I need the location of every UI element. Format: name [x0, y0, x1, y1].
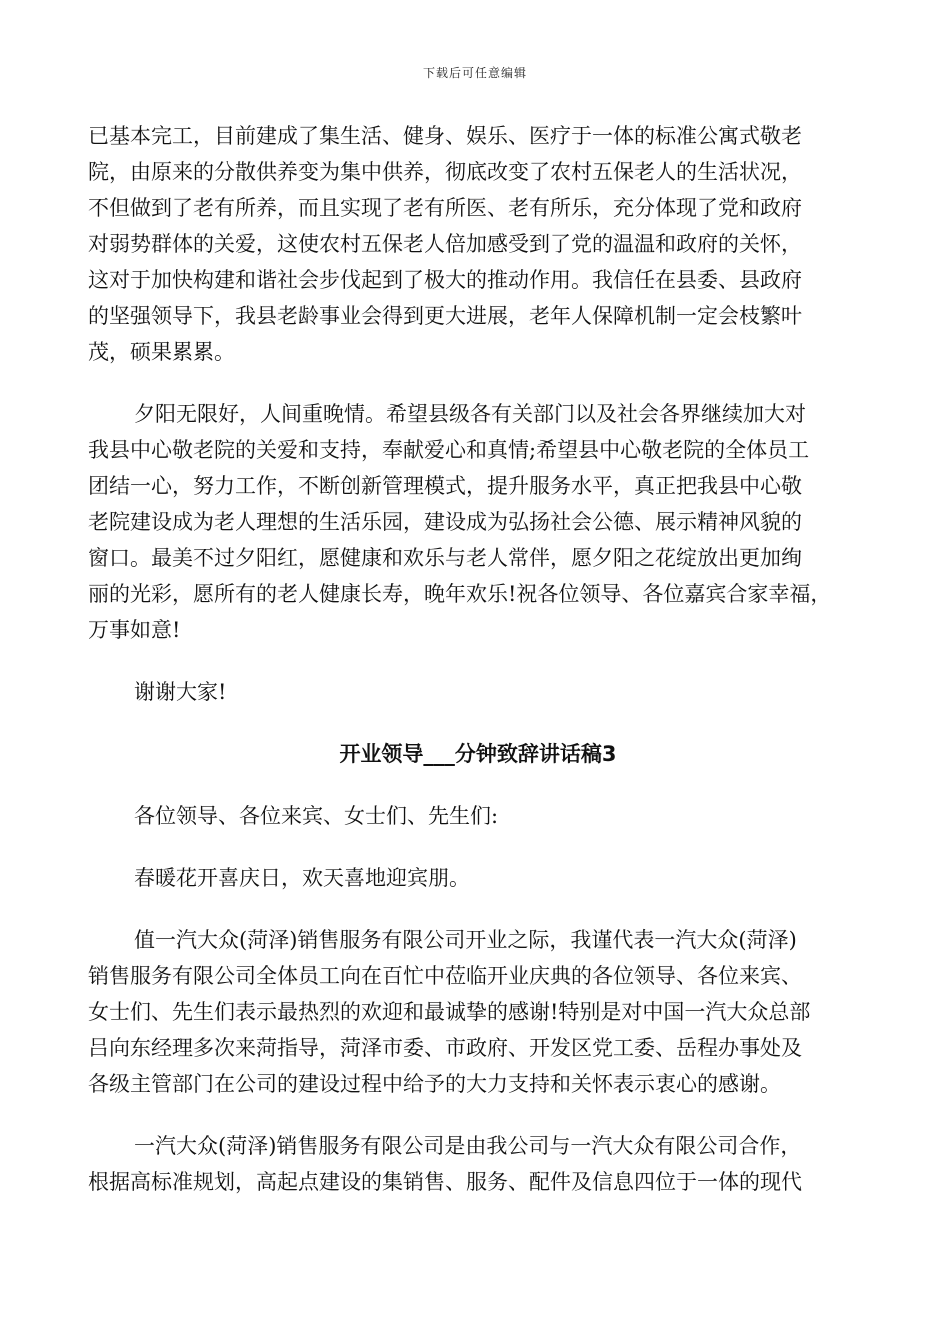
text-line: 院，由原来的分散供养变为集中供养，彻底改变了农村五保老人的生活状况，: [88, 160, 802, 184]
text-line: 我县中心敬老院的关爱和支持，奉献爱心和真情;希望县中心敬老院的全体员工: [88, 438, 810, 462]
text-line: 值一汽大众(菏泽)销售服务有限公司开业之际，我谨代表一汽大众(菏泽): [134, 928, 797, 952]
text-line: 丽的光彩，愿所有的老人健康长寿，晚年欢乐!祝各位领导、各位嘉宾合家幸福，: [88, 582, 832, 606]
text-line: 茂，硕果累累。: [88, 340, 235, 364]
text-line: 谢谢大家!: [134, 680, 227, 704]
text-line: 夕阳无限好，人间重晚情。希望县级各有关部门以及社会各界继续加大对: [134, 402, 806, 426]
paragraph: [88, 922, 868, 1102]
text-line: 春暖花开喜庆日，欢天喜地迎宾朋。: [134, 866, 470, 890]
text-line: 窗口。最美不过夕阳红，愿健康和欢乐与老人常伴，愿夕阳之花绽放出更加绚: [88, 546, 802, 570]
text-line: 已基本完工，目前建成了集生活、健身、娱乐、医疗于一体的标准公寓式敬老: [88, 124, 802, 148]
paragraph: [88, 118, 868, 370]
speech-3-opening: [88, 798, 868, 1200]
header-note: 下载后可任意编辑: [422, 66, 527, 80]
paragraph-gap: [88, 1102, 868, 1128]
text-line: 对弱势群体的关爱，这使农村五保老人倍加感受到了党的温温和政府的关怀，: [88, 232, 802, 256]
text-line: 万事如意!: [88, 618, 181, 642]
paragraph-gap: [88, 896, 868, 922]
text-line: 团结一心，努力工作，不断创新管理模式，提升服务水平，真正把我县中心敬: [88, 474, 802, 498]
text-line: 这对于加快构建和谐社会步伐起到了极大的推动作用。我信任在县委、县政府: [88, 268, 802, 292]
text-line: 各级主管部门在公司的建设过程中给予的大力支持和关怀表示衷心的感谢。: [88, 1072, 781, 1096]
text-line: 的坚强领导下，我县老龄事业会得到更大进展，老年人保障机制一定会枝繁叶: [88, 304, 802, 328]
text-line: 女士们、先生们表示最热烈的欢迎和最诚挚的感谢!特别是对中国一汽大众总部: [88, 1000, 811, 1024]
text-line: 吕向东经理多次来菏指导，菏泽市委、市政府、开发区党工委、岳程办事处及: [88, 1036, 802, 1060]
document-body: [88, 118, 868, 1200]
speech-1-ending: [88, 118, 868, 710]
paragraph: [88, 396, 868, 648]
paragraph: [88, 798, 868, 834]
paragraph-gap: [88, 834, 868, 860]
text-line: 不但做到了老有所养，而且实现了老有所医、老有所乐，充分体现了党和政府: [88, 196, 802, 220]
text-line: 老院建设成为老人理想的生活乐园，建设成为弘扬社会公德、展示精神风貌的: [88, 510, 802, 534]
paragraph: [88, 860, 868, 896]
paragraph-gap: [88, 370, 868, 396]
text-line: 一汽大众(菏泽)销售服务有限公司是由我公司与一汽大众有限公司合作，: [134, 1134, 802, 1158]
paragraph: [88, 1128, 868, 1200]
paragraph-gap: [88, 648, 868, 674]
paragraph: [88, 674, 868, 710]
text-line: 根据高标准规划，高起点建设的集销售、服务、配件及信息四位于一体的现代: [88, 1170, 802, 1194]
text-line: 各位领导、各位来宾、女士们、先生们:: [134, 804, 499, 828]
section-title: 开业领导___分钟致辞讲话稿3: [339, 742, 617, 766]
text-line: 销售服务有限公司全体员工向在百忙中莅临开业庆典的各位领导、各位来宾、: [88, 964, 802, 988]
